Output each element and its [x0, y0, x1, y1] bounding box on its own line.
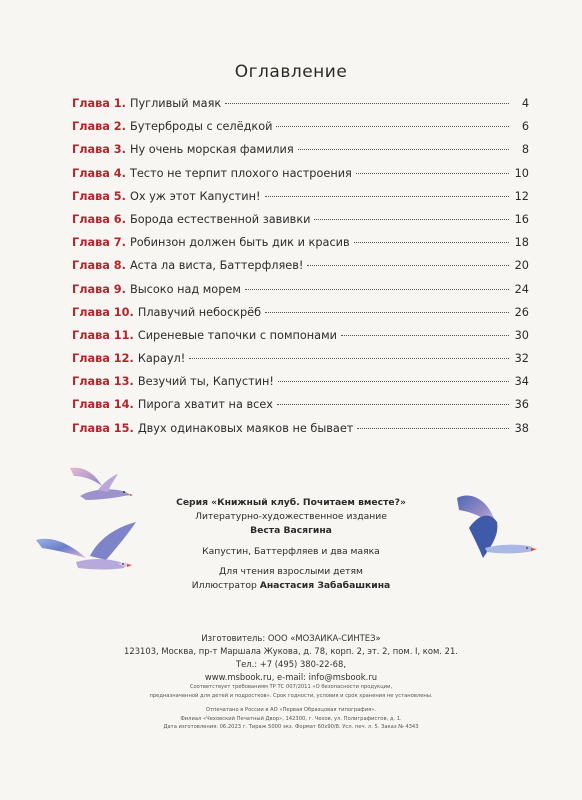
toc-chapter-number: Глава 11. [72, 328, 134, 342]
legal-line-2: предназначенной для детей и подростков». Срок годности, условия и срок хранения не установлены. [149, 692, 433, 699]
legal-info [0, 683, 582, 732]
toc-chapter-number: Глава 9. [72, 282, 126, 296]
toc-dot-leader [265, 312, 509, 313]
toc-chapter-title: Тесто не терпит плохого настроения [129, 166, 352, 180]
toc-entry [72, 259, 529, 282]
toc-chapter-number: Глава 13. [72, 375, 134, 389]
illustrator-line [0, 579, 582, 593]
toc-page-number: 4 [521, 97, 529, 110]
toc-entry [72, 190, 529, 213]
toc-chapter-title: Сиреневые тапочки с помпонами [137, 328, 337, 342]
legal-line-4: Филиал «Чеховский Печатный Двор», 142300, г. Чехов, ул. Полиграфистов, д. 1. [180, 715, 402, 722]
toc-entry [72, 236, 529, 259]
book-imprint [0, 496, 582, 593]
toc-page-number: 32 [514, 352, 529, 366]
toc-dot-leader [276, 126, 509, 127]
toc-dot-leader [341, 335, 509, 336]
maker-line-3: Тел.: +7 (495) 380-22-68, [236, 659, 346, 669]
toc-page-number: 24 [514, 282, 529, 296]
toc-chapter-number: Глава 3. [72, 143, 126, 157]
toc-entry [72, 97, 529, 120]
toc-dot-leader [298, 149, 509, 150]
toc-dot-leader [189, 358, 509, 359]
table-of-contents [72, 97, 529, 445]
toc-page-number: 10 [514, 166, 529, 180]
illustrator-label: Иллюстратор [191, 580, 257, 592]
maker-line-1: Изготовитель: ООО «МОЗАИКА-СИНТЕЗ» [201, 633, 381, 643]
toc-entry [72, 329, 529, 352]
toc-chapter-title: Караул! [137, 352, 186, 366]
manufacturer-info [0, 632, 582, 684]
toc-page-number: 30 [514, 328, 529, 342]
toc-chapter-number: Глава 6. [72, 212, 126, 226]
toc-chapter-number: Глава 7. [72, 236, 126, 250]
toc-dot-leader [356, 173, 509, 174]
maker-line-2: 123103, Москва, пр-т Маршала Жукова, д. 78, корп. 2, эт. 2, пом. I, ком. 21. [124, 646, 458, 656]
toc-entry [72, 120, 529, 143]
toc-dot-leader [278, 381, 509, 382]
toc-page-number: 20 [514, 259, 529, 273]
toc-page-number: 18 [514, 236, 529, 250]
author-name: Веста Васягина [250, 525, 332, 537]
toc-entry [72, 213, 529, 236]
toc-dot-leader [314, 219, 509, 220]
toc-chapter-number: Глава 12. [72, 352, 134, 366]
toc-entry [72, 306, 529, 329]
audience-line: Для чтения взрослыми детям [219, 565, 363, 577]
maker-line-4: www.msbook.ru, e-mail: info@msbook.ru [204, 672, 378, 682]
toc-page-number: 34 [514, 375, 529, 389]
toc-chapter-title: Везучий ты, Капустин! [137, 375, 274, 389]
toc-dot-leader [277, 404, 509, 405]
toc-page-number: 26 [514, 305, 529, 319]
toc-page-number: 16 [514, 212, 529, 226]
legal-line-3: Отпечатано в России в АО «Первая Образцовая типография». [205, 707, 377, 714]
toc-chapter-title: Ну очень морская фамилия [129, 143, 294, 157]
toc-chapter-title: Пирога хватит на всех [137, 398, 273, 412]
toc-chapter-title: Плавучий небоскрёб [137, 305, 262, 319]
legal-line-5: Дата изготовления: 06.2023 г. Тираж 5000 экз. Формат 60х90/8. Усл. печ. л. 5. Заказ № 4343 [163, 724, 419, 731]
toc-dot-leader [357, 428, 509, 429]
legal-line-1: Соответствует требованиям ТР ТС 007/2011 «О безопасности продукции, [189, 684, 393, 690]
edition-line: Литературно-художественное издание [195, 511, 387, 523]
book-title: Капустин, Баттерфляев и два маяка [202, 545, 380, 557]
toc-chapter-number: Глава 4. [72, 166, 126, 180]
toc-entry [72, 398, 529, 421]
toc-entry [72, 422, 529, 445]
toc-chapter-title: Борода естественной завивки [129, 212, 311, 226]
toc-entry [72, 283, 529, 306]
toc-chapter-title: Высоко над морем [129, 282, 241, 296]
toc-dot-leader [225, 103, 509, 104]
toc-chapter-title: Бутерброды с селёдкой [129, 120, 273, 134]
toc-chapter-number: Глава 2. [72, 120, 126, 134]
toc-chapter-title: Ох уж этот Капустин! [129, 189, 261, 203]
toc-dot-leader [265, 196, 509, 197]
series-line: Серия «Книжный клуб. Почитаем вместе?» [176, 497, 406, 508]
toc-chapter-number: Глава 14. [72, 398, 134, 412]
toc-dot-leader [307, 265, 509, 266]
toc-chapter-number: Глава 15. [72, 421, 134, 435]
toc-chapter-number: Глава 5. [72, 189, 126, 203]
toc-chapter-title: Робинзон должен быть дик и красив [129, 236, 350, 250]
toc-entry [72, 143, 529, 166]
illustrator-name: Анастасия Забабашкина [259, 580, 391, 592]
toc-chapter-title: Двух одинаковых маяков не бывает [137, 421, 354, 435]
toc-dot-leader [245, 289, 509, 290]
toc-chapter-title: Аста ла виста, Баттерфляев! [129, 259, 304, 273]
toc-page-number: 38 [514, 421, 529, 435]
toc-page-number: 6 [521, 120, 529, 134]
page-title: Оглавление [234, 62, 348, 82]
toc-entry [72, 375, 529, 398]
toc-chapter-number: Глава 8. [72, 259, 126, 273]
toc-chapter-title: Пугливый маяк [129, 97, 222, 110]
toc-dot-leader [354, 242, 509, 243]
toc-page-number: 12 [514, 189, 529, 203]
toc-page-number: 36 [514, 398, 529, 412]
toc-chapter-number: Глава 1. [72, 97, 126, 110]
toc-entry [72, 352, 529, 375]
toc-page-number: 8 [521, 143, 529, 157]
toc-chapter-number: Глава 10. [72, 305, 134, 319]
toc-entry [72, 167, 529, 190]
